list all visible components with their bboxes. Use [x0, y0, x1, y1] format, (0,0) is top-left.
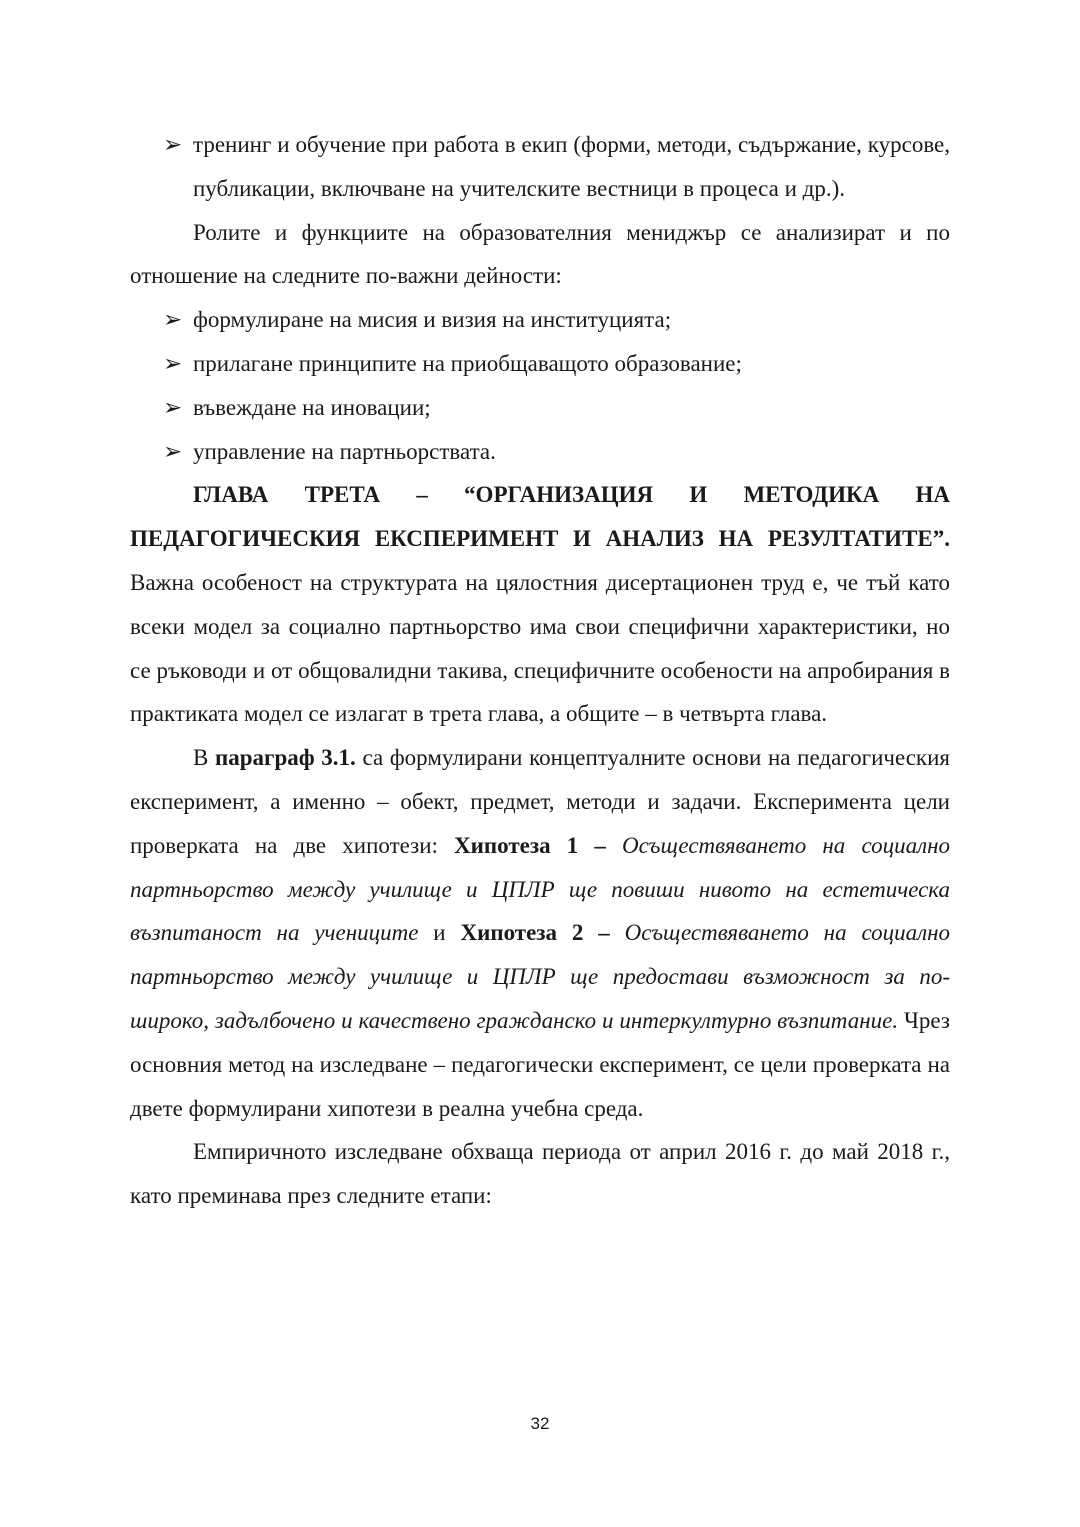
chapter-text: Важна особеност на структурата на цялостния дисертационен труд е, че тъй като всеки модел за социално партньорство има свои специфични характеристики, но се ръководи и от общовалидни такива, специфичните особености на апробирания в практиката модел се излагат в трета глава, а общите – в четвърта глава. — [130, 569, 950, 727]
list-item — [130, 123, 950, 211]
arrow-bullet-icon: ➢ — [163, 394, 183, 420]
section-prefix: В — [193, 745, 209, 771]
list-item-text: прилагане принципите на приобщаващото образование; — [193, 350, 742, 376]
hypothesis-2-text: Осъществяването на социално партньорство между училище и ЦПЛР ще предостави възможност за по-широко, задълбочено и качествено гражданско и интеркултурно възпитание. — [130, 920, 951, 1033]
list-item-text: управление на партньорствата. — [193, 438, 496, 464]
list-item — [130, 386, 950, 430]
hypothesis-1-label: Хипотеза 1 – — [454, 832, 606, 858]
list-item — [130, 298, 950, 342]
arrow-bullet-icon: ➢ — [163, 307, 183, 333]
list-item-text: въвеждане на иновации; — [193, 394, 431, 420]
section-reference: параграф 3.1. — [214, 745, 356, 771]
arrow-bullet-icon: ➢ — [163, 132, 183, 157]
paragraph-roles: Ролите и функциите на образователния мениджър се анализират и по отношение на следните по-важни дейности: — [130, 219, 950, 289]
method-text: Чрез основния метод на изследване – педагогически експеримент, се цели проверката на двете формулирани хипотези в реална учебна среда. — [130, 1007, 951, 1121]
list-item — [130, 430, 950, 474]
chapter-heading: ГЛАВА ТРЕТА – “ОРГАНИЗАЦИЯ И МЕТОДИКА НА ПЕДАГОГИЧЕСКИЯ ЕКСПЕРИМЕНТ И АНАЛИЗ НА РЕЗУЛТАТИТЕ”. — [130, 482, 950, 552]
paragraph-section-3-1 — [130, 736, 950, 1130]
paragraph-chapter-three — [130, 473, 950, 736]
conjunction: и — [433, 920, 446, 946]
page-number: 32 — [530, 1414, 550, 1433]
list-item-text: тренинг и обучение при работа в екип (форми, методи, съдържание, курсове, публикации, включване на учителските вестници в процеса и др.). — [193, 132, 950, 201]
list-item-text: формулиране на мисия и визия на институцията; — [193, 307, 672, 333]
list-item — [130, 342, 950, 386]
hypothesis-2-label: Хипотеза 2 – — [460, 920, 610, 946]
paragraph-empirical-study: Емпиричното изследване обхваща периода от април 2016 г. до май 2018 г., като преминава през следните етапи: — [130, 1139, 950, 1209]
arrow-bullet-icon: ➢ — [163, 438, 183, 464]
hypothesis-1-text: Осъществяването на социално партньорство между училище и ЦПЛР ще повиши нивото на естетическа възпитаност на учениците — [130, 832, 951, 946]
arrow-bullet-icon: ➢ — [163, 350, 183, 376]
document-body — [130, 123, 950, 1218]
section-text: са формулирани концептуалните основи на педагогическия експеримент, а именно – обект, предмет, методи и задачи. Експеримента цели проверката на две хипотези: — [130, 745, 950, 858]
